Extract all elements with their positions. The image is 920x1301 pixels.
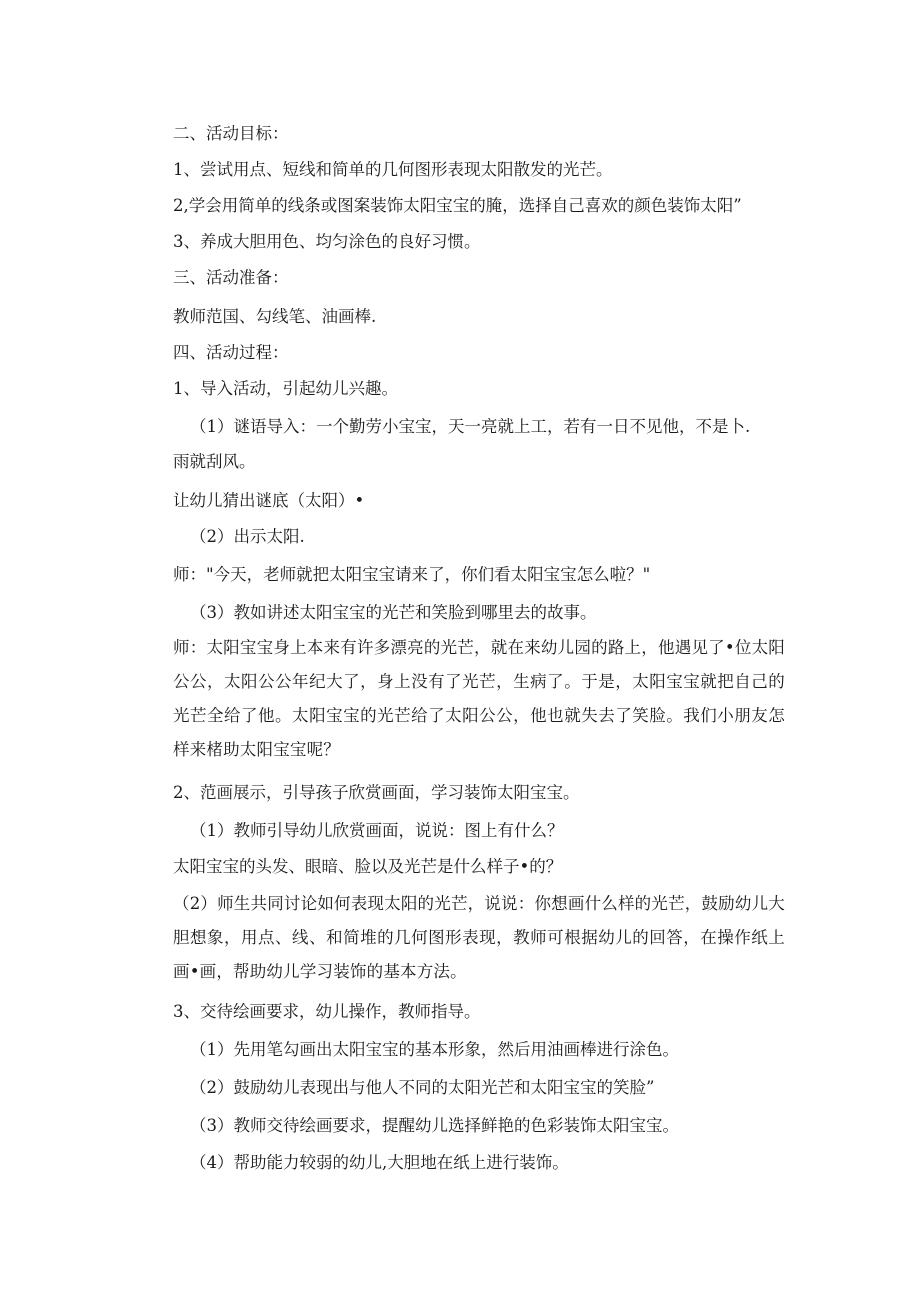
goal-item-2: 2,学会用简单的线条或图案装饰太阳宝宝的腌，选择自己喜欢的颜色装饰太阳” — [173, 196, 742, 215]
preparation-materials: 教师范国、勾线笔、油画棒. — [173, 307, 377, 326]
goal-item-3: 3、养成大胆用色、均匀涂色的良好习惯。 — [173, 232, 481, 251]
operation-substep-1: （1）先用笔勾画出太阳宝宝的基本形象，然后用油画棒进行涂色。 — [190, 1040, 679, 1059]
appreciate-question: 太阳宝宝的头发、眼暗、脸以及光芒是什么样子•的？ — [173, 857, 563, 876]
riddle-continuation: 雨就刮风。 — [173, 452, 256, 471]
teacher-story-paragraph: 师：太阳宝宝身上本来有许多漂亮的光芒，就在来幼儿园的路上，他遇见了•位太阳公公，太阳公公年纪大了，身上没有了光芒，生病了。于是，太阳宝宝就把自己的光芒全给了他。太阳宝宝的光芒给了太阳公公，他也就失去了笑脸。我们小朋友怎样来楮助太阳宝宝呢？ — [173, 638, 785, 759]
section-heading-process: 四、活动过程： — [173, 343, 289, 362]
operation-substep-4: （4）帮助能力较弱的幼儿,大胆地在纸上进行装饰。 — [190, 1153, 569, 1172]
operation-substep-3: （3）教师交待绘画要求，提醒幼儿选择鲜艳的色彩装饰太阳宝宝。 — [190, 1116, 679, 1135]
process-step-2: 2、范画展示，引导孩子欣赏画面，学习装饰太阳宝宝。 — [173, 783, 580, 802]
process-substep-show-sun: （2）出示太阳. — [190, 527, 305, 546]
process-step-3: 3、交待绘画要求，幼儿操作，教师指导。 — [173, 1002, 481, 1021]
section-heading-preparation: 三、活动准备： — [173, 268, 289, 287]
process-substep-appreciate: （1）教师引导幼儿欣赏画面，说说：图上有什么？ — [190, 821, 564, 840]
process-substep-riddle: （1）谜语导入：一个勤劳小宝宝，天一亮就上工，若有一日不见他，不是卜. — [190, 417, 751, 436]
process-step-1: 1、导入活动，引起幼儿兴趣。 — [173, 379, 398, 398]
discussion-paragraph: （2）师生共同讨论如何表现太阳的光芒，说说：你想画什么样的光芒，鼓励幼儿大胆想象，用点、线、和简堆的几何图形表现，教师可根据幼儿的回答，在操作纸上画•画，帮助幼儿学习装饰的基本方法。 — [173, 894, 785, 981]
section-heading-goals: 二、活动目标： — [173, 124, 289, 143]
guess-answer-line: 让幼儿猜出谜底（太阳）• — [173, 491, 365, 510]
goal-item-1: 1、尝试用点、短线和简单的几何图形表现太阳散发的光芒。 — [173, 160, 613, 179]
teacher-speech-1: 师："今天，老师就把太阳宝宝请来了，你们看太阳宝宝怎么啦？" — [173, 565, 651, 584]
operation-substep-2: （2）鼓励幼儿表现出与他人不同的太阳光芒和太阳宝宝的笑脸” — [190, 1078, 655, 1097]
process-substep-story: （3）教如讲述太阳宝宝的光芒和笑脸到哪里去的故事。 — [190, 603, 597, 622]
